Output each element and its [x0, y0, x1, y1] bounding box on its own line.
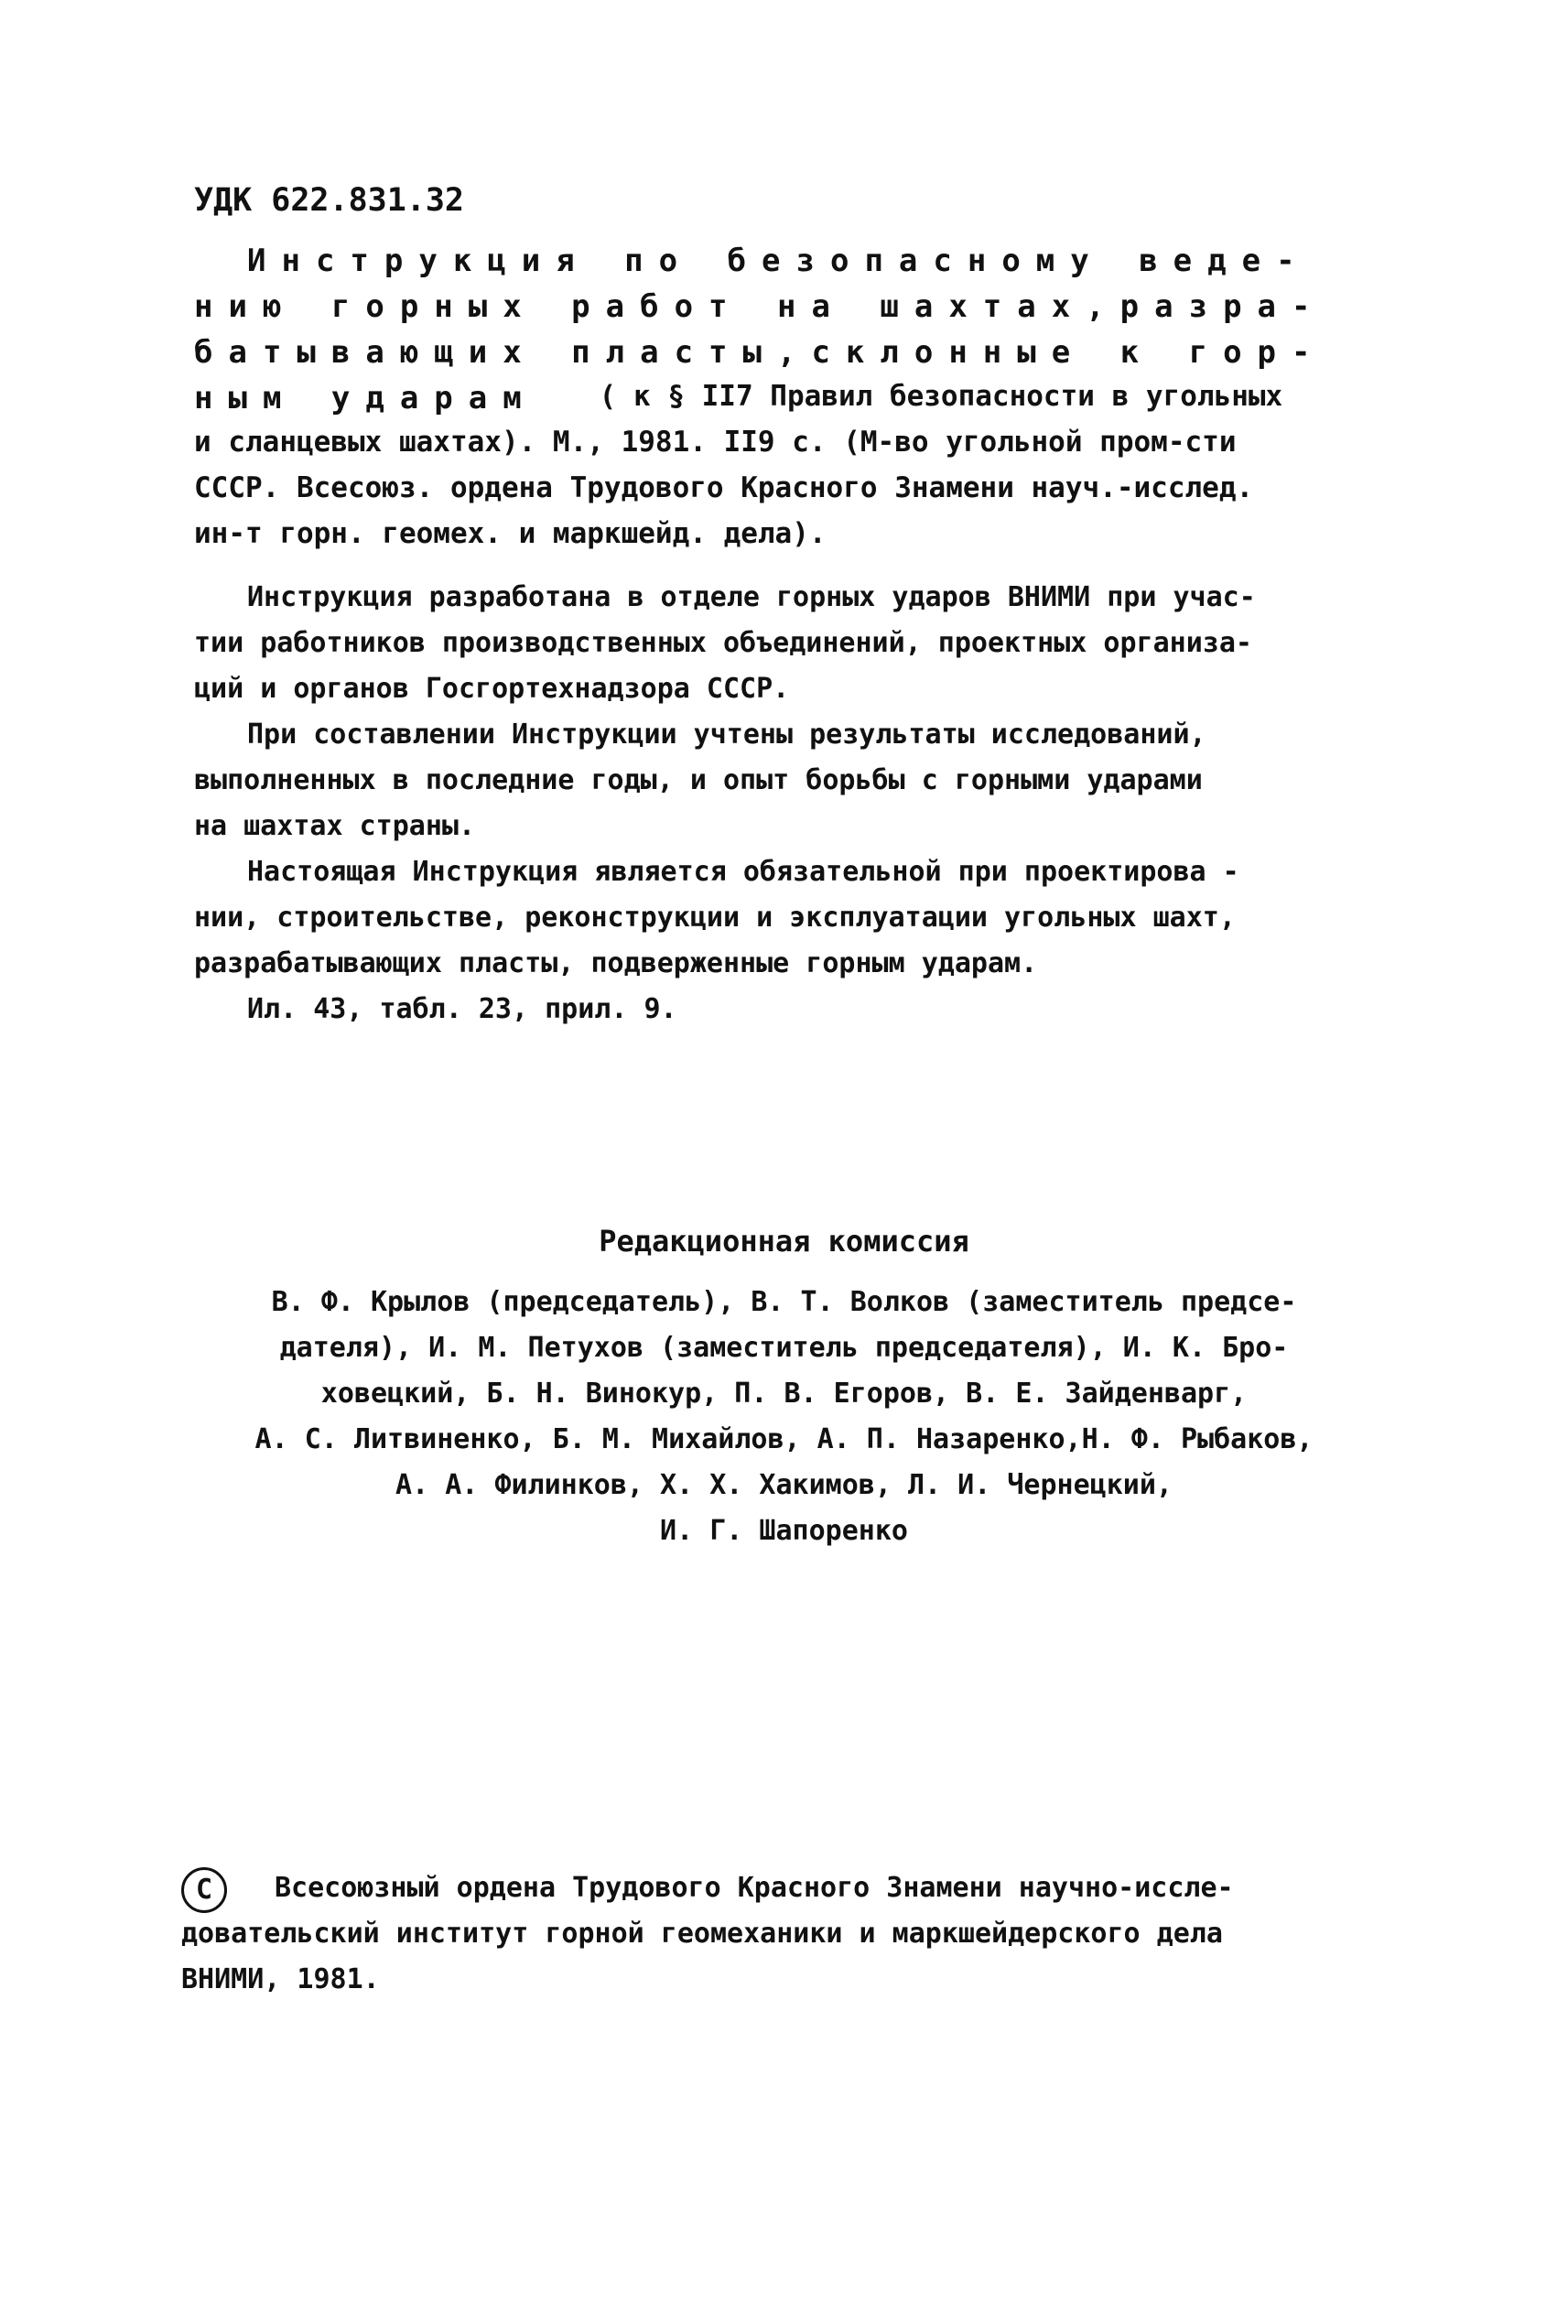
editorial-heading: Редакционная комиссия [599, 1224, 969, 1259]
biblio-line-3: ин-т горн. геомех. и маркшейд. дела). [194, 517, 827, 550]
abstract-line-4: При составлении Инструкции учтены результаты исследований, [247, 719, 1206, 751]
title-line-2: нию горных работ на шахтах,разра- [194, 288, 1326, 325]
copyright-line-1: Всесоюзный ордена Трудового Красного Знамени научно-иссле- [275, 1872, 1234, 1904]
editorial-line-5: А. А. Филинков, Х. Х. Хакимов, Л. И. Чернецкий, [395, 1469, 1173, 1501]
title-line-1: Инструкция по безопасному веде- [247, 243, 1311, 279]
copyright-icon: С [181, 1867, 227, 1913]
editorial-line-3: ховецкий, Б. Н. Винокур, П. В. Егоров, В. Е. Зайденварг, [320, 1378, 1248, 1410]
abstract-line-5: выполненных в последние годы, и опыт борьбы с горными ударами [194, 764, 1203, 796]
abstract-line-8: нии, строительстве, реконструкции и эксплуатации угольных шахт, [194, 902, 1236, 934]
title-line-4-tail: ( к § II7 Правил безопасности в угольных [582, 380, 1283, 413]
udk-code: УДК 622.831.32 [194, 182, 465, 219]
biblio-line-2: СССР. Всесоюз. ордена Трудового Красного Знамени науч.-исслед. [194, 471, 1254, 504]
biblio-line-1: и сланцевых шахтах). М., 1981. II9 с. (М-во угольной пром-сти [194, 426, 1237, 459]
editorial-line-1: В. Ф. Крылов (председатель), В. Т. Волков (заместитель предсе- [271, 1286, 1297, 1318]
editorial-line-6: И. Г. Шапоренко [660, 1515, 908, 1547]
title-line-3: батывающих пласты,склонные к гор- [194, 334, 1326, 371]
editorial-line-2: дателя), И. М. Петухов (заместитель председателя), И. К. Бро- [279, 1332, 1289, 1364]
abstract-line-7: Настоящая Инструкция является обязательной при проектирова - [247, 856, 1239, 888]
title-line-4: ным ударам [194, 380, 537, 416]
abstract-line-2: тии работников производственных объединений, проектных организа- [194, 627, 1252, 659]
copyright-line-3: ВНИМИ, 1981. [181, 1963, 380, 1995]
abstract-line-3: ций и органов Госгортехнадзора СССР. [194, 673, 790, 705]
abstract-line-1: Инструкция разработана в отделе горных ударов ВНИМИ при учас- [247, 581, 1256, 613]
abstract-line-10: Ил. 43, табл. 23, прил. 9. [247, 993, 677, 1025]
abstract-line-9: разрабатывающих пласты, подверженные горным ударам. [194, 947, 1038, 979]
editorial-line-4: А. С. Литвиненко, Б. М. Михайлов, А. П. Назаренко,Н. Ф. Рыбаков, [254, 1423, 1314, 1455]
abstract-line-6: на шахтах страны. [194, 810, 476, 842]
copyright-line-2: довательский институт горной геомеханики и маркшейдерского дела [181, 1918, 1223, 1950]
